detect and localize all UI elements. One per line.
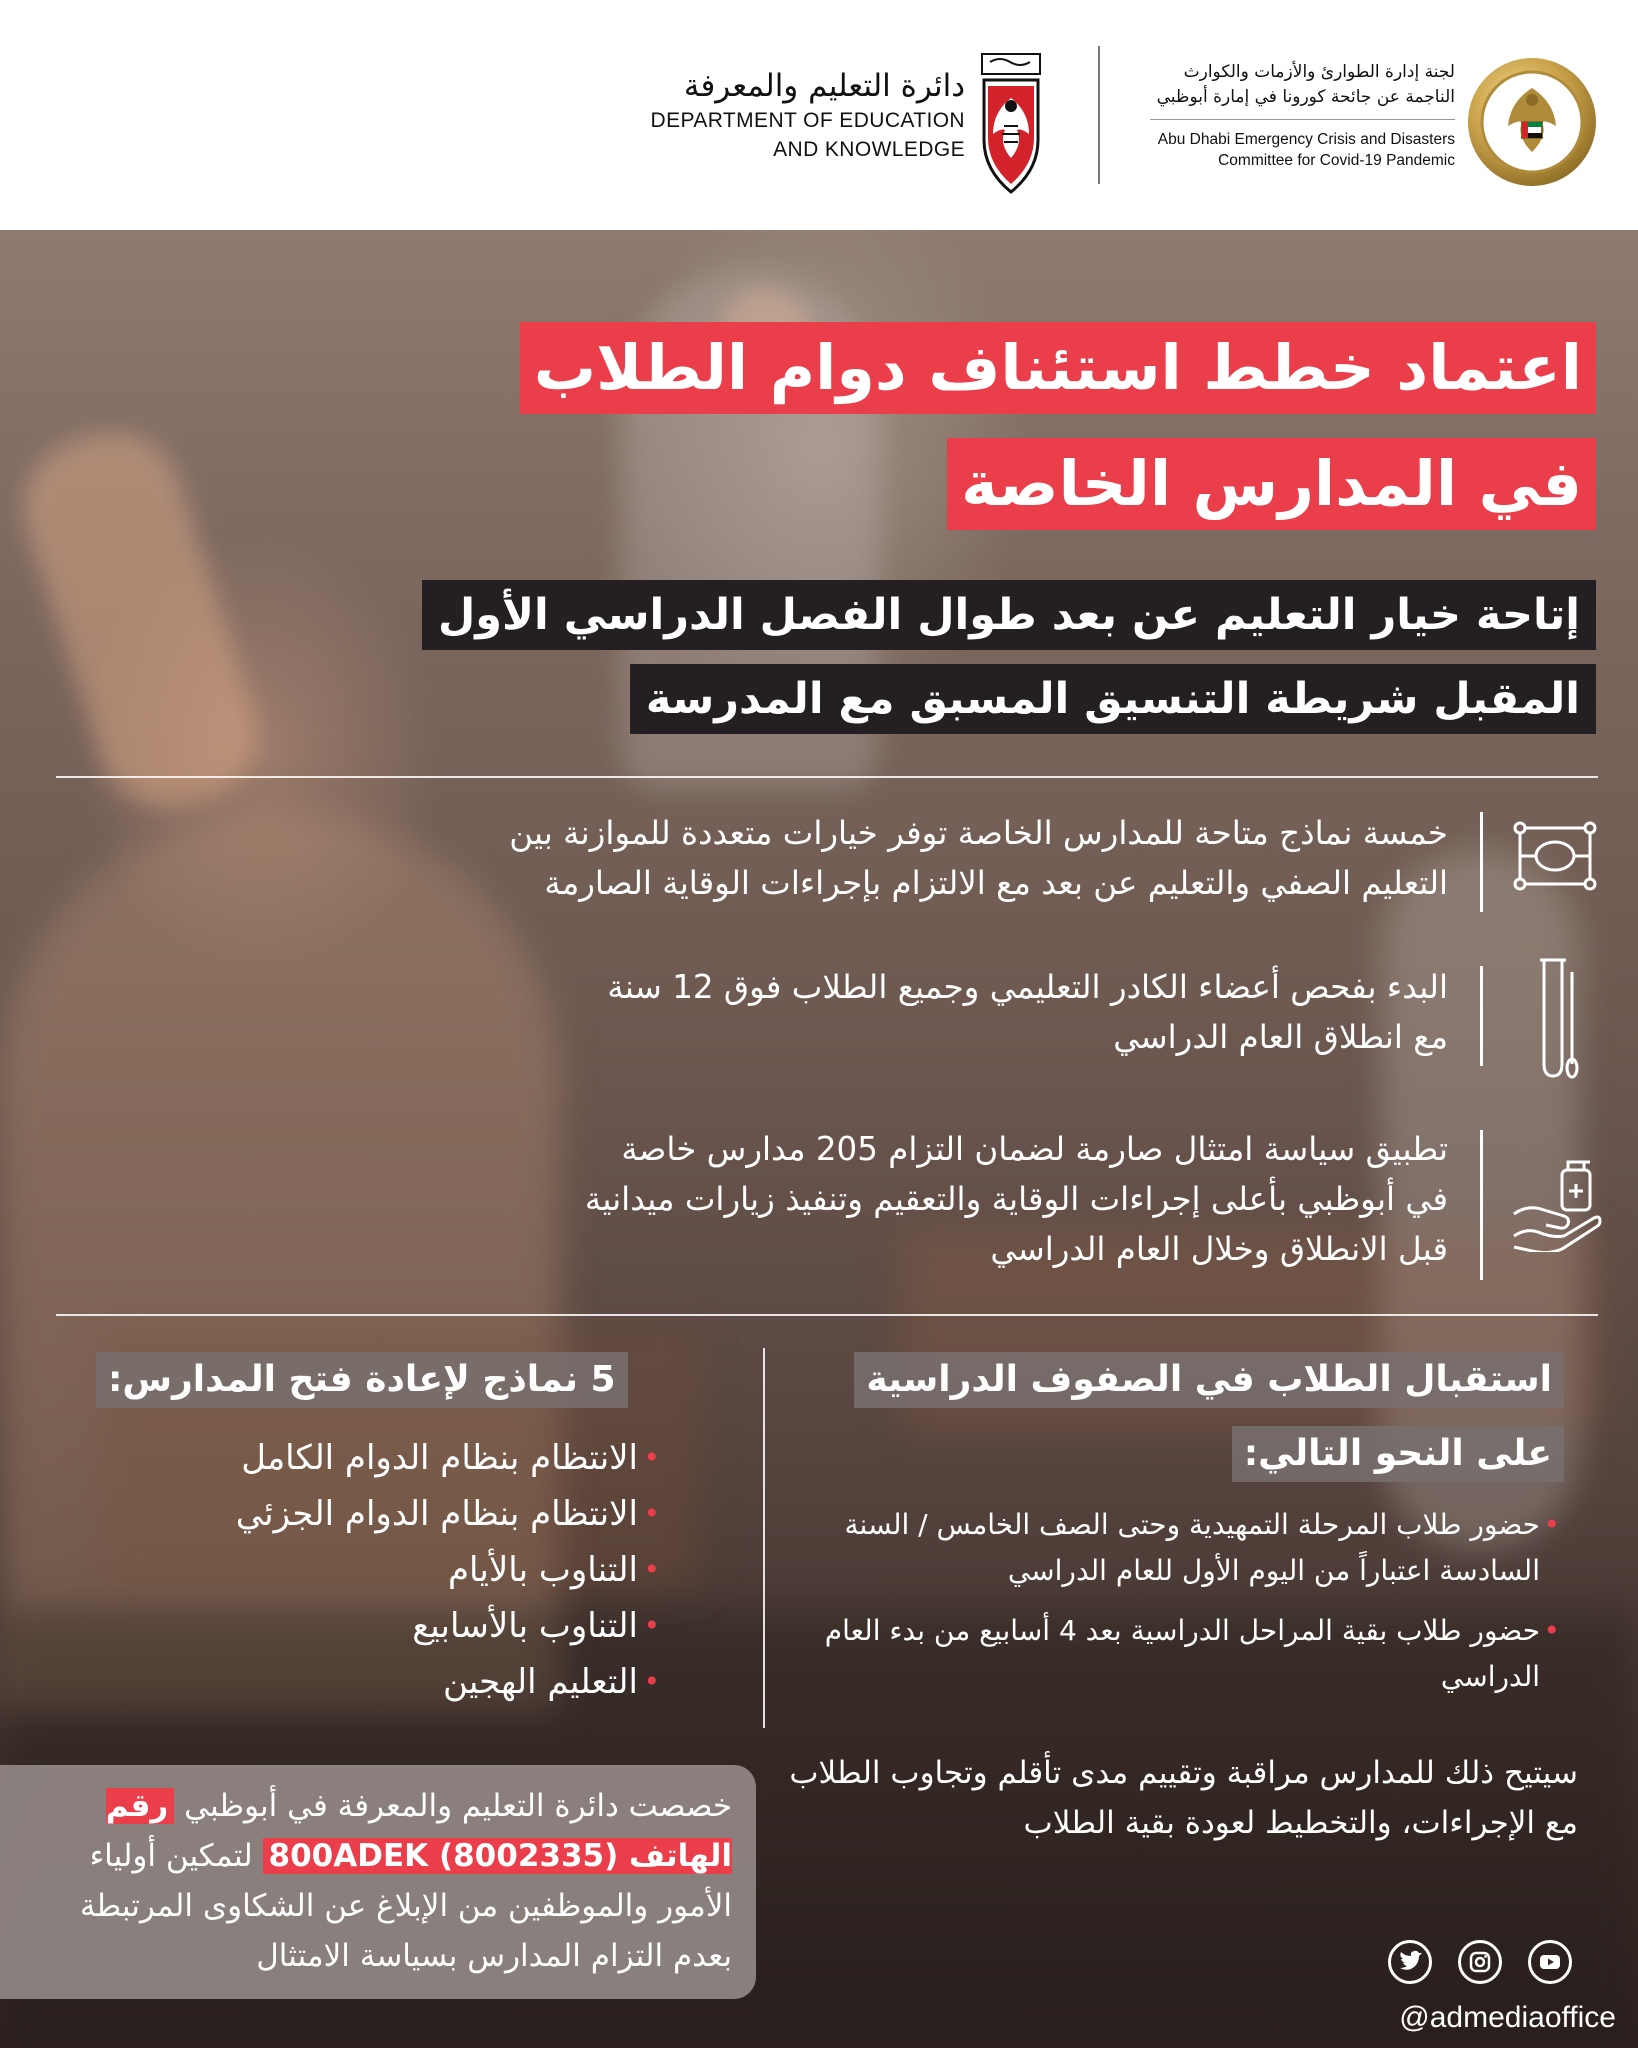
- crisis-name-arabic-line1: لجنة إدارة الطوارئ والأزمات والكوارث: [1183, 62, 1455, 82]
- reception-heading-line2: على النحو التالي:: [1232, 1426, 1564, 1482]
- header-divider: [1098, 46, 1100, 184]
- hotline-phone-number[interactable]: رقم الهاتف 800ADEK (8002335): [105, 1788, 732, 1874]
- hotline-box: [0, 1765, 756, 1999]
- feature-3-line1: تطبيق سياسة امتثال صارمة لضمان التزام 205 مدارس خاصة: [621, 1130, 1448, 1168]
- hotline-text-before: خصصت دائرة التعليم والمعرفة في أبوظبي: [184, 1788, 732, 1824]
- title-line2: في المدارس الخاصة: [947, 438, 1596, 530]
- feature-divider-1: [1480, 812, 1483, 912]
- hotline-text-after: لتمكين أولياء الأمور والموظفين من الإبلاغ عن الشكاوى المرتبطة بعدم التزام المدارس بسياسة الامتثال: [79, 1838, 732, 1974]
- feature-1-line1: خمسة نماذج متاحة للمدارس الخاصة توفر خيارات متعددة للموازنة بين: [509, 814, 1448, 852]
- section-divider-top: [56, 776, 1598, 778]
- header: [0, 0, 1638, 230]
- feature-divider-3: [1480, 1130, 1483, 1280]
- model-item-3: • التناوب بالأيام: [100, 1542, 660, 1598]
- models-heading: 5 نماذج لإعادة فتح المدارس:: [96, 1352, 628, 1408]
- social-handle[interactable]: @admediaoffice: [1399, 2001, 1616, 2034]
- adek-name: [640, 66, 965, 164]
- feature-3-line2: في أبوظبي بأعلى إجراءات الوقاية والتعقيم وتنفيذ زيارات ميدانية: [584, 1180, 1448, 1218]
- model-item-2: • الانتظام بنظام الدوام الجزئي: [100, 1486, 660, 1542]
- feature-2-line2: مع انطلاق العام الدراسي: [1113, 1018, 1448, 1056]
- feature-divider-2: [1480, 966, 1483, 1066]
- models-frame-icon: [1512, 820, 1598, 892]
- adek-name-english-line2: AND KNOWLEDGE: [773, 138, 965, 161]
- reception-item-1: • حضور طلاب المرحلة التمهيدية وحتى الصف الخامس / السنة السادسة اعتباراً من اليوم الأول للعام الدراسي: [800, 1502, 1560, 1594]
- crisis-committee-name: [1120, 60, 1455, 171]
- instagram-icon[interactable]: [1458, 1940, 1502, 1984]
- crisis-name-arabic-line2: الناجمة عن جائحة كورونا في إمارة أبوظبي: [1156, 87, 1455, 107]
- main-panel: [0, 230, 1638, 2048]
- feature-2-text: [248, 962, 1448, 1062]
- abu-dhabi-falcon-logo: [978, 50, 1044, 200]
- reception-item-2: • حضور طلاب بقية المراحل الدراسية بعد 4 أسابيع من بدء العام الدراسي: [800, 1608, 1560, 1700]
- title-line1: اعتماد خطط استئناف دوام الطلاب: [520, 322, 1596, 414]
- youtube-icon[interactable]: [1528, 1940, 1572, 1984]
- feature-3-text: [248, 1124, 1448, 1274]
- hand-sanitizer-icon: [1510, 1156, 1602, 1252]
- test-tube-swab-icon: [1536, 956, 1580, 1080]
- model-item-1: • الانتظام بنظام الدوام الكامل: [100, 1430, 660, 1486]
- reception-note: سيتيح ذلك للمدارس مراقبة وتقييم مدى تأقلم وتجاوب الطلاب مع الإجراءات، والتخطيط لعودة بقية الطلاب: [789, 1755, 1578, 1841]
- reception-heading-line1: استقبال الطلاب في الصفوف الدراسية: [854, 1352, 1564, 1408]
- feature-1-text: [248, 808, 1448, 908]
- crisis-name-rule: [1150, 119, 1455, 120]
- subtitle-line1: إتاحة خيار التعليم عن بعد طوال الفصل الدراسي الأول: [422, 580, 1596, 650]
- models-list: [100, 1430, 660, 1710]
- adek-name-arabic: دائرة التعليم والمعرفة: [683, 68, 965, 104]
- twitter-icon[interactable]: [1388, 1940, 1432, 1984]
- subtitle-line2: المقبل شريطة التنسيق المسبق مع المدرسة: [630, 664, 1596, 734]
- crisis-name-english-line2: Committee for Covid-19 Pandemic: [1218, 152, 1455, 169]
- feature-3-line3: قبل الانطلاق وخلال العام الدراسي: [990, 1230, 1448, 1268]
- crisis-committee-seal: [1466, 56, 1598, 188]
- crisis-name-english-line1: Abu Dhabi Emergency Crisis and Disasters: [1157, 131, 1455, 148]
- column-divider: [763, 1348, 765, 1728]
- reception-list: [800, 1502, 1560, 1714]
- feature-1-line2: التعليم الصفي والتعليم عن بعد مع الالتزام بإجراءات الوقاية الصارمة: [544, 864, 1448, 902]
- model-item-4: • التناوب بالأسابيع: [100, 1598, 660, 1654]
- feature-2-line1: البدء بفحص أعضاء الكادر التعليمي وجميع الطلاب فوق 12 سنة: [607, 968, 1448, 1006]
- model-item-5: • التعليم الهجين: [100, 1654, 660, 1710]
- section-divider-middle: [56, 1314, 1598, 1316]
- adek-name-english-line1: DEPARTMENT OF EDUCATION: [650, 109, 965, 132]
